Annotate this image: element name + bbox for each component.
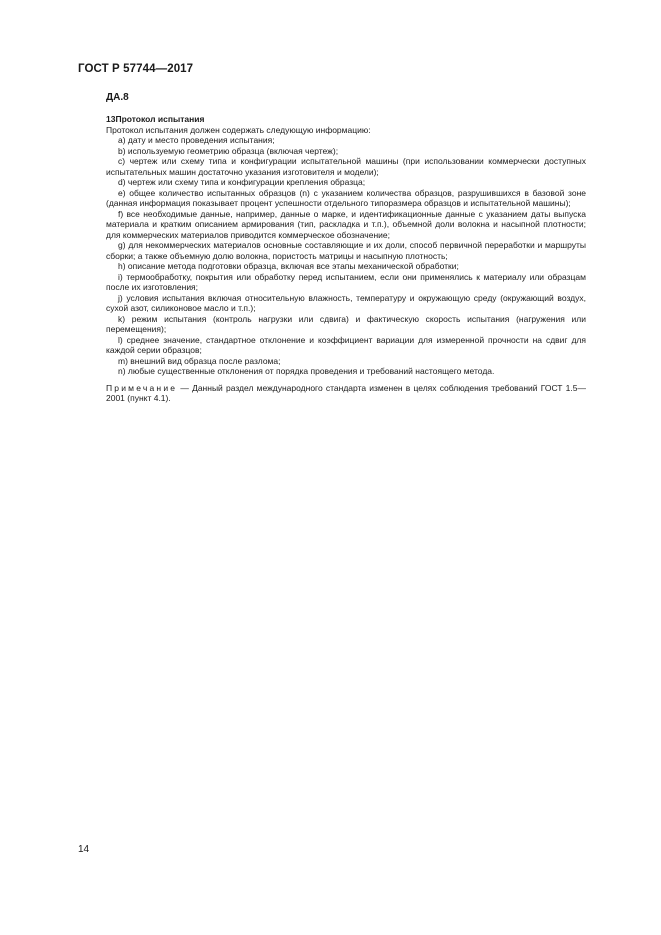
section-heading: 13Протокол испытания <box>106 114 205 124</box>
list-item: m) внешний вид образца после разлома; <box>118 355 281 366</box>
list-item: e) общее количество испытанных образцов (n) с указанием количества образцов, разрушившихся в базовой зоне (данная информация показывает процент успешности отдельного типоразмера образцов и испытательной машины); <box>106 187 586 208</box>
section-label: ДА.8 <box>106 92 129 103</box>
list-item: b) используемую геометрию образца (включая чертеж); <box>118 145 339 156</box>
document-code: ГОСТ Р 57744—2017 <box>78 63 194 75</box>
list-item: i) термообработку, покрытия или обработку перед испытанием, если они применялись к материалу или образцам после их изготовления; <box>106 271 586 292</box>
list-item: l) среднее значение, стандартное отклонение и коэффициент вариации для измеренной прочности на сдвиг для каждой серии образцов; <box>106 334 586 355</box>
page-number: 14 <box>78 844 90 855</box>
list-item: a) дату и место проведения испытания; <box>118 135 275 145</box>
list-item: k) режим испытания (контроль нагрузки или сдвига) и фактическую скорость испытания (нагружения или перемещения); <box>106 313 586 334</box>
note-text: — Данный раздел международного стандарта изменен в целях соблюдения требований ГОСТ 1.5—2001 (пункт 4.1). <box>106 382 586 403</box>
list-item: j) условия испытания включая относительную влажность, температуру и окружающую среду (окружающий воздух, сухой азот, силиконовое масло и т.п.); <box>106 292 586 313</box>
list-item: g) для некоммерческих материалов основные составляющие и их доли, способ первичной переработки и маршруты сборки; а также объемную долю волокна, пористость матрицы и насыпную плотность; <box>106 240 586 261</box>
intro-paragraph: Протокол испытания должен содержать следующую информацию: <box>106 124 371 135</box>
note-paragraph <box>106 383 586 404</box>
list-item: f) все необходимые данные, например, данные о марке, и идентификационные данные с указанием даты выпуска материала и кратким описанием армирования (тип, раскладка и т.п.), объемной доли волокна и насыпной плотности; для коммерческих материалов приводится коммерческое обозначение; <box>106 208 586 240</box>
note-label: Примечание <box>106 382 178 393</box>
protocol-section <box>106 114 586 404</box>
list-item: d) чертеж или схему типа и конфигурации крепления образца; <box>118 177 366 187</box>
list-item: h) описание метода подготовки образца, включая все этапы механической обработки; <box>118 261 459 271</box>
list-item: c) чертеж или схему типа и конфигурации испытательной машины (при использовании коммерчески доступных испытательных машин достаточно указания изготовителя и модели); <box>106 156 586 177</box>
list-item: n) любые существенные отклонения от порядка проведения и требований настоящего метода. <box>118 366 495 376</box>
